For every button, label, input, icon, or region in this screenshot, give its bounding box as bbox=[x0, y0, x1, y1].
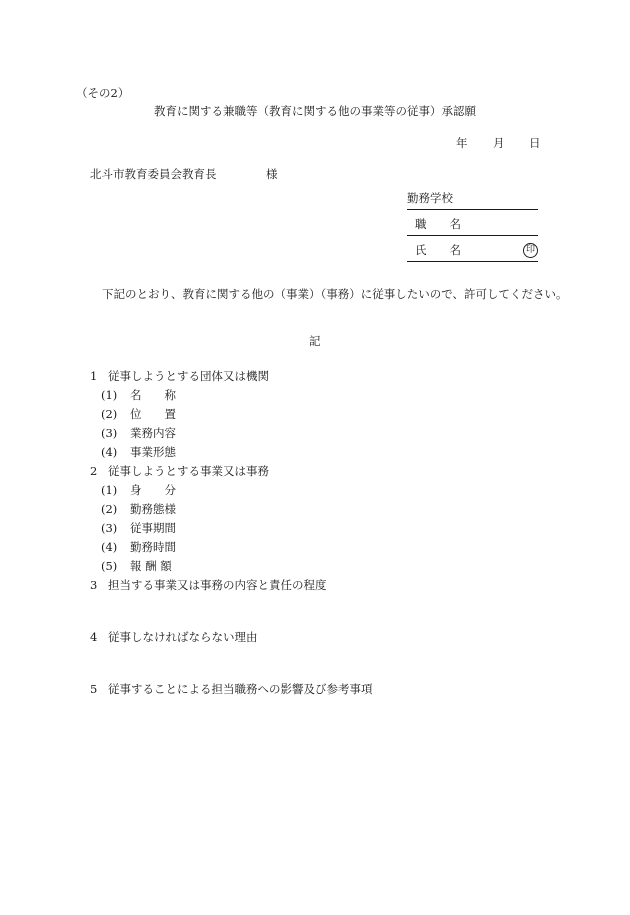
subitem-label: 名 称 bbox=[130, 388, 176, 402]
subitem-number: (3) bbox=[101, 426, 118, 440]
subitem-label: 報 酬 額 bbox=[130, 559, 172, 573]
subitem-number: (3) bbox=[101, 521, 118, 535]
item-number: 2 bbox=[90, 464, 98, 478]
date-month: 月 bbox=[493, 136, 505, 150]
subitem-number: (2) bbox=[101, 502, 118, 516]
subitem-number: (4) bbox=[101, 445, 118, 459]
item-label: 従事しようとする団体又は機関 bbox=[108, 369, 269, 383]
subitem-label: 勤務時間 bbox=[130, 540, 176, 554]
item-number: 4 bbox=[90, 630, 98, 644]
school-line bbox=[407, 193, 538, 210]
subitem-label: 位 置 bbox=[130, 407, 176, 421]
date-day: 日 bbox=[529, 136, 541, 150]
document-title: 教育に関する兼職等（教育に関する他の事業等の従事）承認願 bbox=[154, 104, 476, 118]
school-label: 勤務学校 bbox=[407, 191, 453, 205]
subitem-label: 身 分 bbox=[130, 483, 176, 497]
date-year: 年 bbox=[456, 136, 468, 150]
subitem-number: (5) bbox=[101, 559, 118, 573]
position-label: 職 名 bbox=[415, 217, 461, 231]
request-body-text: 下記のとおり、教育に関する他の（事業）（事務）に従事したいので、許可してください。 bbox=[102, 287, 568, 301]
item-label: 担当する事業又は事務の内容と責任の程度 bbox=[108, 578, 327, 592]
item-number: 1 bbox=[90, 369, 98, 383]
subitem-label: 従事期間 bbox=[130, 521, 176, 535]
honorific: 様 bbox=[266, 167, 278, 181]
addressee: 北斗市教育委員会教育長 bbox=[90, 167, 217, 181]
item-number: 3 bbox=[90, 578, 98, 592]
form-number: （その2） bbox=[76, 86, 130, 100]
subitem-number: (4) bbox=[101, 540, 118, 554]
seal-mark-icon: 印 bbox=[523, 243, 538, 258]
subitem-label: 業務内容 bbox=[130, 426, 176, 440]
name-label: 氏 名 bbox=[415, 243, 461, 257]
subitem-number: (1) bbox=[101, 388, 118, 402]
item-label: 従事しようとする事業又は事務 bbox=[108, 464, 269, 478]
item-label: 従事することによる担当職務への影響及び参考事項 bbox=[108, 682, 373, 696]
subitem-label: 事業形態 bbox=[130, 445, 176, 459]
subitem-label: 勤務態様 bbox=[130, 502, 176, 516]
position-line bbox=[407, 219, 538, 236]
name-line bbox=[407, 245, 538, 262]
subitem-number: (2) bbox=[101, 407, 118, 421]
item-number: 5 bbox=[90, 682, 98, 696]
item-label: 従事しなければならない理由 bbox=[108, 630, 258, 644]
ki-heading: 記 bbox=[309, 334, 321, 348]
subitem-number: (1) bbox=[101, 483, 118, 497]
